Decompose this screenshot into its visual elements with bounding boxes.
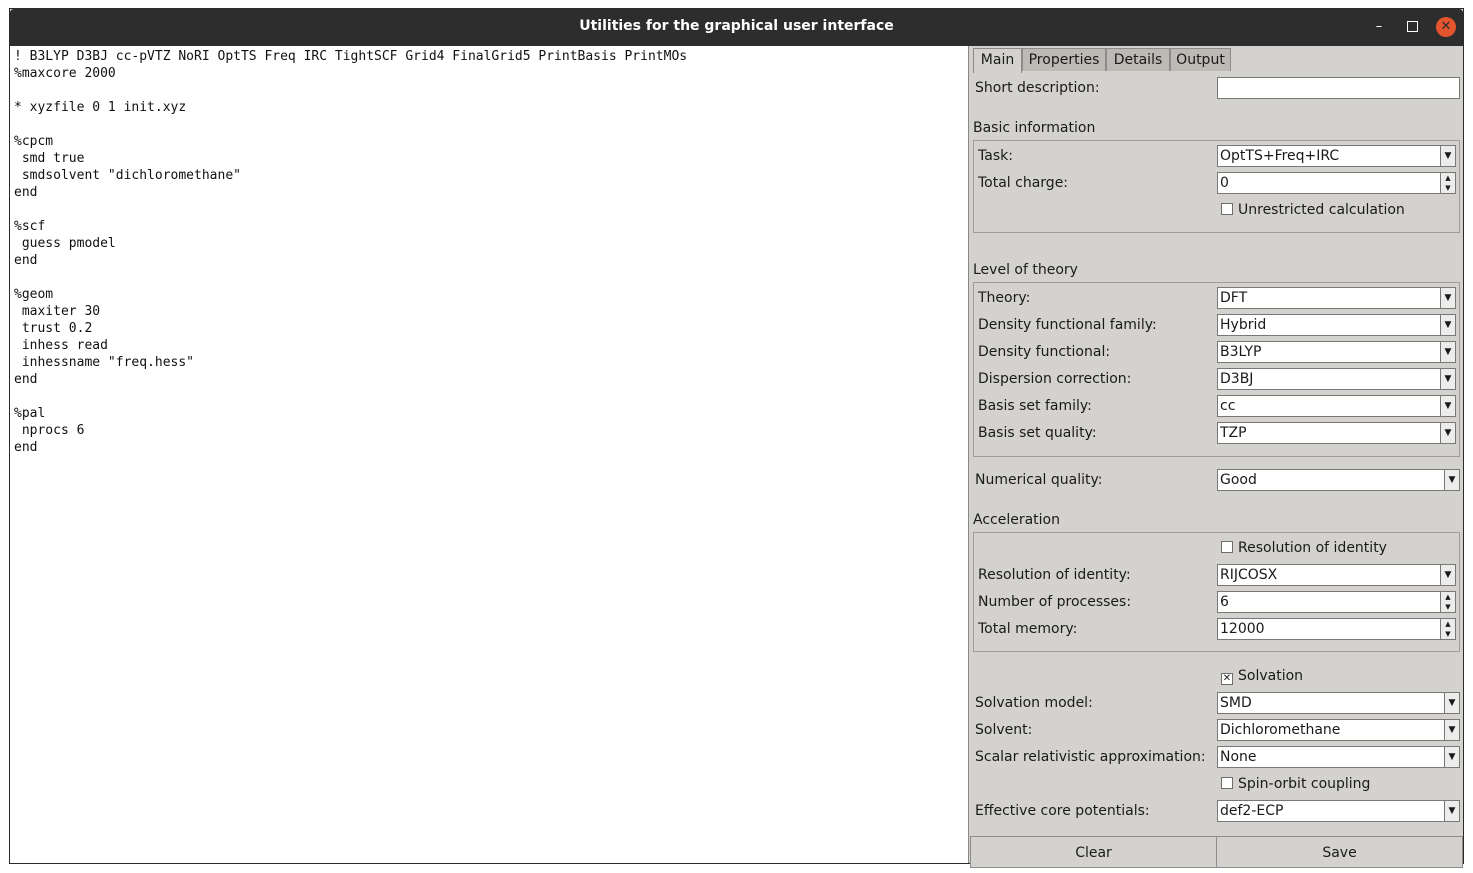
chevron-down-icon: ▼ [1444,693,1459,713]
ecp-label: Effective core potentials: [975,803,1150,819]
editor-text[interactable]: ! B3LYP D3BJ cc-pVTZ NoRI OptTS Freq IRC TightSCF Grid4 FinalGrid5 PrintBasis PrintMOs %maxcore 2000 * xyzfile 0 1 init.xyz %cpcm smd true smdsolvent "dichloromethane" end %scf guess pmodel end %geom maxiter 30 trust 0.2 inhess read inhessname "freq.hess" end %pal nprocs 6 end [14,49,688,455]
scalar-relativistic-label: Scalar relativistic approximation: [975,749,1206,765]
chevron-down-icon: ▼ [1440,565,1455,585]
spin-orbit-checkbox[interactable] [1221,776,1370,792]
chevron-down-icon: ▼ [1440,369,1455,389]
chevron-down-icon: ▼ [1440,342,1455,362]
solvation-model-label: Solvation model: [975,695,1093,711]
task-value: OptTS+Freq+IRC [1220,148,1340,164]
memory-spinbox[interactable] [1217,618,1456,640]
title-bar[interactable] [10,9,1463,46]
tab-output[interactable]: Output [1170,48,1231,71]
maximize-icon [1407,21,1418,32]
save-button[interactable]: Save [1216,836,1463,868]
chevron-down-icon: ▼ [1444,747,1459,767]
processes-spinbox[interactable] [1217,591,1456,613]
chevron-down-icon: ▼ [1440,146,1455,166]
minimize-icon: – [1375,19,1383,34]
chevron-down-icon: ▼ [1440,423,1455,443]
app-window [9,8,1464,864]
numerical-quality-combo[interactable] [1217,469,1460,491]
tab-properties[interactable]: Properties [1022,48,1106,71]
processes-value: 6 [1220,594,1229,610]
basis-quality-label: Basis set quality: [978,425,1097,441]
acceleration-title: Acceleration [973,512,1060,528]
total-charge-value: 0 [1220,175,1229,191]
processes-label: Number of processes: [978,594,1132,610]
solvation-model-value: SMD [1220,695,1252,711]
solvent-value: Dichloromethane [1220,722,1341,738]
dispersion-value: D3BJ [1220,371,1254,387]
short-description-input[interactable] [1217,77,1460,99]
functional-value: B3LYP [1220,344,1262,360]
total-charge-spinbox[interactable] [1217,172,1456,194]
short-description-label: Short description: [975,80,1100,96]
theory-value: DFT [1220,290,1248,306]
minimize-button[interactable] [1369,17,1389,37]
total-charge-label: Total charge: [978,175,1069,191]
spin-arrows-icon[interactable]: ▲ ▼ [1440,619,1455,639]
unrestricted-checkbox[interactable] [1221,202,1405,218]
checkbox-icon [1221,777,1233,789]
close-icon: ✕ [1440,19,1452,34]
window-title: Utilities for the graphical user interface [579,18,894,34]
unrestricted-label: Unrestricted calculation [1238,202,1405,218]
checkbox-icon [1221,203,1233,215]
chevron-down-icon: ▼ [1444,470,1459,490]
resolution-of-identity-combo[interactable] [1217,564,1456,586]
scalar-relativistic-value: None [1220,749,1257,765]
spin-arrows-icon[interactable]: ▲ ▼ [1440,173,1455,193]
functional-family-label: Density functional family: [978,317,1157,333]
functional-family-combo[interactable] [1217,314,1456,336]
solvent-combo[interactable] [1217,719,1460,741]
dispersion-combo[interactable] [1217,368,1456,390]
solvation-model-combo[interactable] [1217,692,1460,714]
basis-quality-combo[interactable] [1217,422,1456,444]
resolution-of-identity-label: Resolution of identity: [978,567,1131,583]
solvent-label: Solvent: [975,722,1033,738]
resolution-of-identity-value: RIJCOSX [1220,567,1278,583]
spin-arrows-icon[interactable]: ▲ ▼ [1440,592,1455,612]
memory-value: 12000 [1220,621,1265,637]
basis-family-label: Basis set family: [978,398,1092,414]
resolution-of-identity-checkbox[interactable] [1221,540,1387,556]
spin-orbit-label: Spin-orbit coupling [1238,776,1371,792]
chevron-down-icon: ▼ [1444,801,1459,821]
dispersion-label: Dispersion correction: [978,371,1132,387]
maximize-button[interactable] [1402,17,1422,37]
chevron-down-icon: ▼ [1444,720,1459,740]
functional-family-value: Hybrid [1220,317,1267,333]
basis-family-combo[interactable] [1217,395,1456,417]
solvation-label: Solvation [1238,668,1304,684]
input-file-editor[interactable] [10,46,969,863]
clear-button[interactable]: Clear [970,836,1217,868]
ecp-value: def2-ECP [1220,803,1284,819]
task-combo[interactable] [1217,145,1456,167]
settings-panel [970,46,1464,863]
functional-combo[interactable] [1217,341,1456,363]
numerical-quality-value: Good [1220,472,1257,488]
tab-details[interactable]: Details [1106,48,1170,71]
numerical-quality-label: Numerical quality: [975,472,1103,488]
chevron-down-icon: ▼ [1440,396,1455,416]
theory-label: Theory: [978,290,1031,306]
basis-quality-value: TZP [1220,425,1247,441]
solvation-checkbox[interactable] [1221,668,1303,685]
tab-main[interactable]: Main [973,48,1022,73]
close-button[interactable] [1436,17,1456,37]
resolution-of-identity-check-label: Resolution of identity [1238,540,1387,556]
level-of-theory-title: Level of theory [973,262,1078,278]
memory-label: Total memory: [978,621,1078,637]
ecp-combo[interactable] [1217,800,1460,822]
functional-label: Density functional: [978,344,1111,360]
scalar-relativistic-combo[interactable] [1217,746,1460,768]
checkbox-checked-icon: ✕ [1222,673,1232,684]
chevron-down-icon: ▼ [1440,315,1455,335]
chevron-down-icon: ▼ [1440,288,1455,308]
basic-information-title: Basic information [973,120,1096,136]
basis-family-value: cc [1220,398,1236,414]
checkbox-icon [1221,541,1233,553]
task-label: Task: [978,148,1013,164]
theory-combo[interactable] [1217,287,1456,309]
